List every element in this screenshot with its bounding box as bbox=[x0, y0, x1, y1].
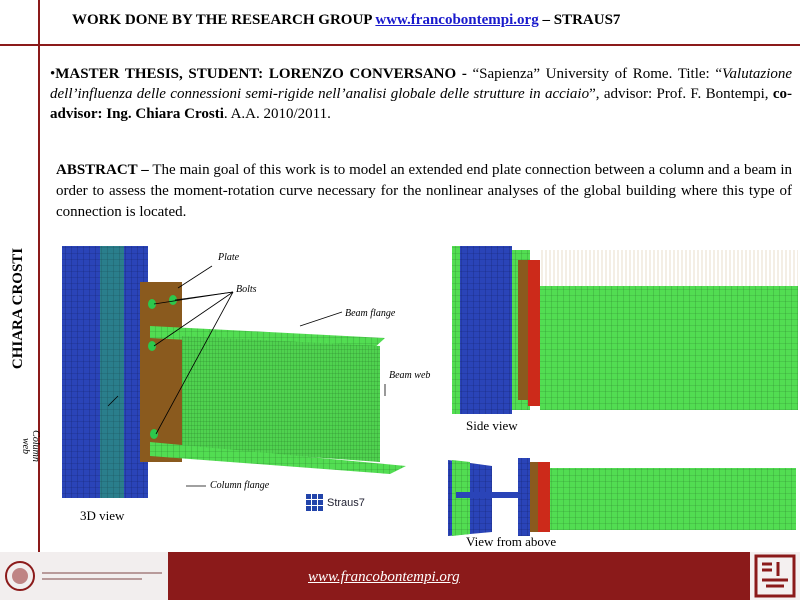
figure-above-view bbox=[448, 458, 796, 536]
thesis-coadvisor: co-advisor: Ing. Chiara Crosti bbox=[50, 86, 793, 122]
thesis-university: “Sapienza” University of Rome. bbox=[472, 66, 673, 82]
caption-side-view: Side view bbox=[466, 418, 518, 433]
thesis-year: . A.A. 2010/2011. bbox=[223, 106, 331, 122]
bullet: • bbox=[50, 66, 56, 82]
end-plate bbox=[140, 282, 182, 462]
above-end-plate bbox=[538, 462, 550, 532]
bolt-icon bbox=[150, 429, 158, 439]
annotation-beam-flange: Beam flange bbox=[345, 308, 396, 319]
page-header bbox=[72, 12, 620, 29]
side-column bbox=[460, 246, 512, 414]
abstract-label: ABSTRACT – bbox=[56, 162, 149, 178]
column-flange-left bbox=[62, 246, 102, 498]
abstract-paragraph bbox=[56, 160, 792, 223]
thesis-label: MASTER THESIS, STUDENT: LORENZO CONVERSANO - bbox=[55, 66, 467, 82]
annotation-column-flange: Column flange bbox=[210, 480, 270, 491]
annotation-plate: Plate bbox=[218, 252, 240, 263]
straus7-logo bbox=[306, 494, 365, 511]
annotation-column-web: Column web bbox=[20, 430, 41, 462]
beam-web-mesh bbox=[182, 336, 380, 462]
abstract-text: The main goal of this work is to model an extended end plate connection between a column and a beam in order to assess the moment-rotation curve necessary for the nonlinear analyses of the global building where this type of connection is located. bbox=[56, 162, 792, 220]
horizontal-divider bbox=[0, 44, 800, 46]
figure-3d-view bbox=[62, 246, 406, 498]
thesis-title: Valutazione dell’influenza delle connessioni semi-rigide nell’analisi globale delle strutture in acciaio bbox=[50, 66, 793, 102]
header-link[interactable]: www.francobontempi.org bbox=[375, 12, 539, 28]
caption-3d-view: 3D view bbox=[80, 508, 125, 523]
column-web-mesh bbox=[100, 246, 126, 498]
thesis-paragraph bbox=[50, 64, 792, 124]
stamp-logo bbox=[750, 552, 800, 600]
figures-area bbox=[0, 230, 800, 552]
caption-view-from-above: View from above bbox=[466, 534, 557, 549]
figure-side-view bbox=[452, 246, 798, 414]
header-prefix: WORK DONE BY THE RESEARCH GROUP bbox=[72, 12, 372, 28]
straus7-logo-icon bbox=[306, 494, 323, 511]
annotation-beam-web: Beam web bbox=[389, 370, 431, 381]
thesis-title-label: Title: “ bbox=[677, 66, 723, 82]
straus7-logo-text: Straus7 bbox=[327, 496, 365, 509]
annotation-bolts: Bolts bbox=[236, 284, 257, 295]
side-label-text: CHIARA CROSTI bbox=[10, 247, 27, 369]
stamp-icon bbox=[756, 556, 794, 596]
header-suffix: – STRAUS7 bbox=[542, 12, 621, 28]
bolt-icon bbox=[148, 341, 156, 351]
thesis-advisor: ”, advisor: Prof. F. Bontempi, bbox=[589, 86, 769, 102]
above-beam bbox=[550, 468, 796, 530]
side-beam bbox=[540, 286, 798, 410]
footer-link[interactable]: www.francobontempi.org bbox=[308, 569, 460, 585]
side-end-plate bbox=[528, 260, 540, 406]
university-logo bbox=[0, 552, 168, 600]
footer bbox=[0, 552, 800, 600]
